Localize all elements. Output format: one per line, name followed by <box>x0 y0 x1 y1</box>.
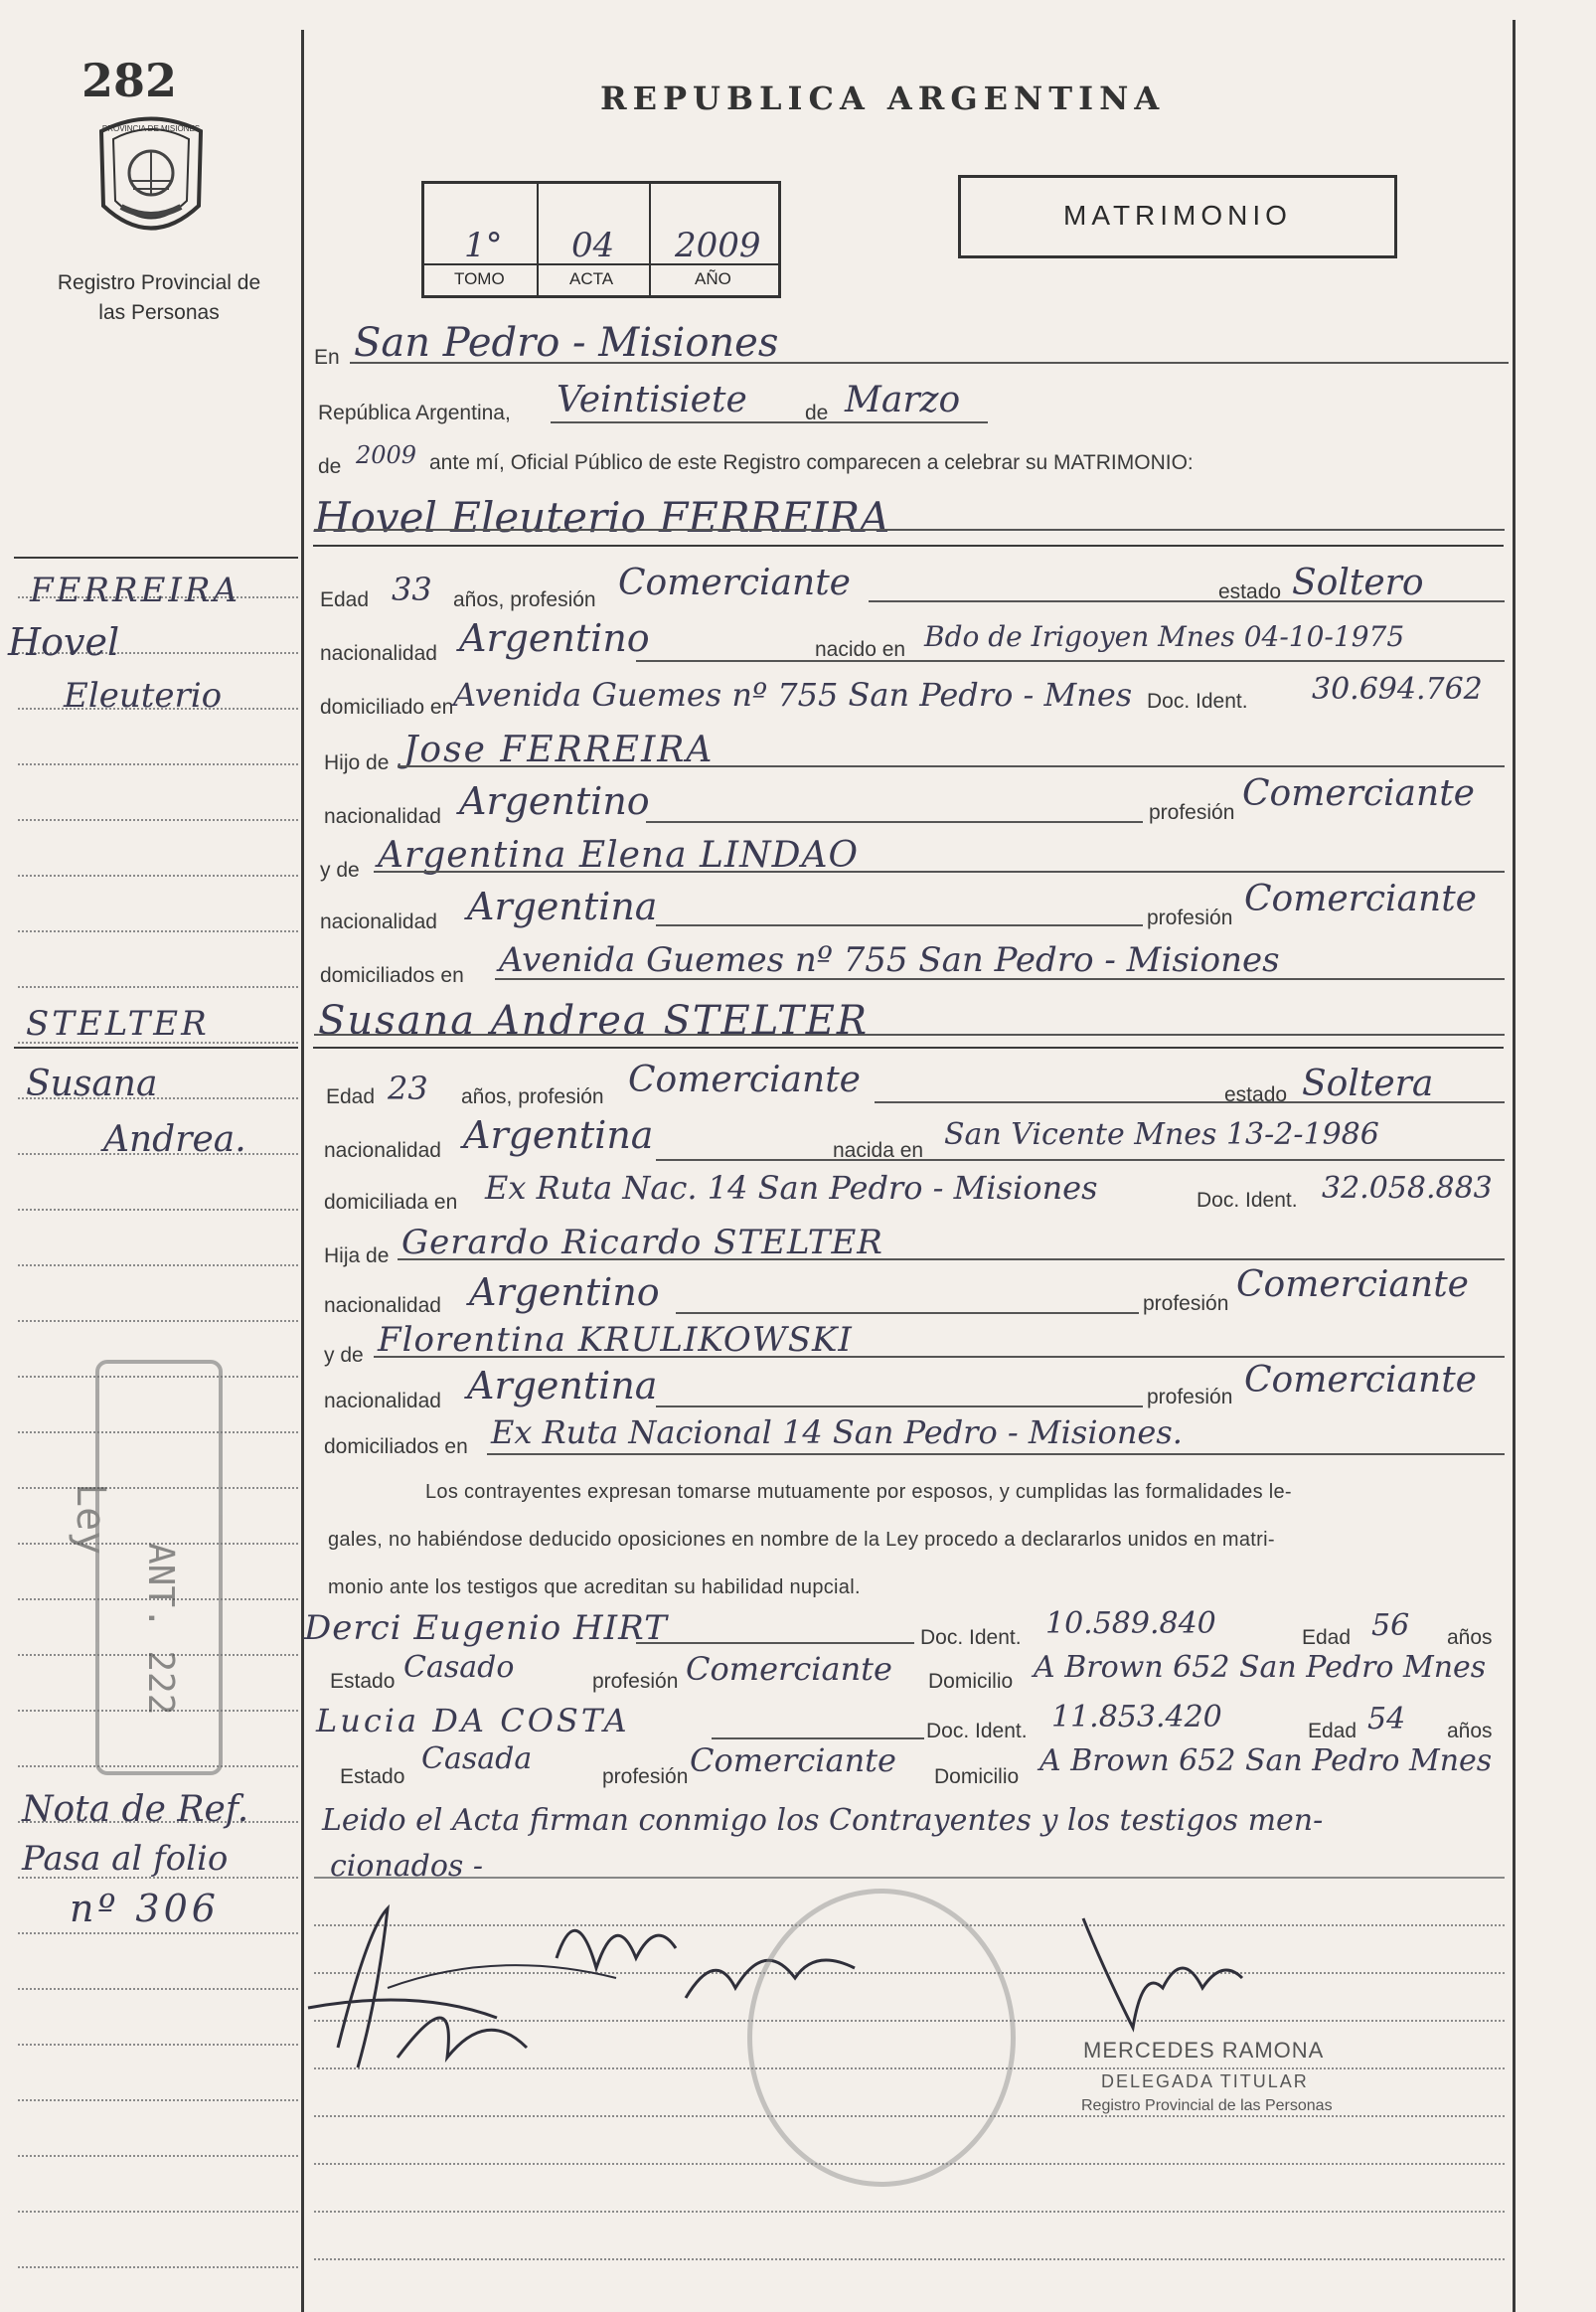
margin-note-line2: Pasa al folio <box>22 1839 229 1879</box>
label-de-year: de <box>318 455 342 478</box>
groom-birth: Bdo de Irigoyen Mnes 04-10-1975 <box>924 620 1405 653</box>
country-title: REPUBLICA ARGENTINA <box>600 80 1166 117</box>
groom-address: Avenida Guemes nº 755 San Pedro - Mnes <box>453 676 1133 714</box>
witness1-prof-label: profesión <box>592 1670 679 1693</box>
margin-rule-line <box>18 930 298 932</box>
groom-profession: Comerciante <box>618 563 851 603</box>
witness2-profession: Comerciante <box>690 1741 896 1779</box>
official-name: MERCEDES RAMONA <box>1083 2038 1325 2063</box>
margin-rule-line <box>18 2211 298 2213</box>
groom-mother-nationality: Argentina <box>467 885 658 928</box>
margin-rule-line <box>18 1988 298 1990</box>
groom-nationality: Argentino <box>459 616 650 660</box>
witness1-anos-label: años <box>1447 1626 1493 1649</box>
margin-rule-line <box>18 819 298 821</box>
groom-margin-surname: FERREIRA <box>30 571 241 610</box>
margin-rule-line <box>18 2044 298 2046</box>
groom-domicilio-label: domiciliado en <box>320 696 454 719</box>
bride-father-prof-label: profesión <box>1143 1292 1229 1315</box>
bride-full-name: Susana Andrea STELTER <box>318 998 870 1044</box>
bride-father-nat-label: nacionalidad <box>324 1294 441 1317</box>
closing-line1: Leido el Acta firman conmigo los Contrayentes y los testigos men- <box>322 1803 1324 1838</box>
groom-parents-dom-label: domiciliados en <box>320 964 464 987</box>
groom-estado-label: estado <box>1218 580 1282 603</box>
witness2-dom-label: Domicilio <box>934 1765 1020 1788</box>
witness1-doc: 10.589.840 <box>1045 1606 1216 1641</box>
bride-yde-label: y de <box>324 1344 364 1367</box>
bride-parents-dom-label: domiciliados en <box>324 1435 468 1458</box>
witness1-name: Derci Eugenio HIRT <box>304 1608 668 1648</box>
bride-mother: Florentina KRULIKOWSKI <box>378 1320 853 1360</box>
margin-rule-line <box>18 2155 298 2157</box>
groom-doc: 30.694.762 <box>1312 672 1483 707</box>
province-seal-icon <box>91 111 211 250</box>
bride-margin-surname: STELTER <box>26 1004 210 1044</box>
margin-rule-line <box>18 875 298 877</box>
witness2-age: 54 <box>1367 1702 1406 1736</box>
witness2-edad-label: Edad <box>1308 1720 1357 1742</box>
bride-father-profession: Comerciante <box>1236 1264 1469 1305</box>
bride-father-nationality: Argentino <box>469 1270 660 1314</box>
bride-mother-nationality: Argentina <box>467 1364 658 1407</box>
bride-doc: 32.058.883 <box>1322 1171 1493 1206</box>
declaration-line2: gales, no habiéndose deducido oposiciones en nombre de la Ley procedo a declararlos unidos en matri- <box>328 1529 1275 1551</box>
acta-label: ACTA <box>569 269 614 288</box>
marriage-day: Veintisiete <box>557 380 747 420</box>
groom-section-rule <box>313 545 1504 547</box>
anio-value: 2009 <box>675 226 761 265</box>
bride-hija-label: Hija de <box>324 1244 390 1267</box>
witness1-age: 56 <box>1371 1608 1410 1643</box>
groom-hijo-label: Hijo de <box>324 751 390 774</box>
bride-mother-prof-label: profesión <box>1147 1386 1233 1408</box>
witness2-prof-label: profesión <box>602 1765 689 1788</box>
place: San Pedro - Misiones <box>354 320 779 366</box>
label-republica: República Argentina, <box>318 402 511 424</box>
witness2-doc: 11.853.420 <box>1051 1700 1222 1734</box>
declaration-line1: Los contrayentes expresan tomarse mutuamente por esposos, y cumplidas las formalidades le- <box>425 1481 1292 1503</box>
groom-nacionalidad-label: nacionalidad <box>320 642 437 665</box>
bride-domicilio-label: domiciliada en <box>324 1191 458 1214</box>
margin-stamp-line1: Ley <box>68 1483 113 1556</box>
margin-stamp-line2: ANT. 222 <box>140 1543 181 1716</box>
margin-rule-line <box>18 1320 298 1322</box>
groom-father: Jose FERREIRA <box>403 730 715 770</box>
bride-nacionalidad-label: nacionalidad <box>324 1139 441 1162</box>
groom-age: 33 <box>392 571 432 608</box>
bride-nacida-label: nacida en <box>833 1139 924 1162</box>
groom-anos-profesion-label: años, profesión <box>453 588 596 611</box>
groom-father-nationality: Argentino <box>459 779 650 823</box>
margin-rule-line <box>18 2266 298 2268</box>
groom-margin-given2: Eleuterio <box>64 676 223 716</box>
margin-ley-stamp <box>68 1360 223 1775</box>
margin-divider-top <box>14 557 298 559</box>
bride-age: 23 <box>388 1070 428 1107</box>
registry-name: Registro Provincial de las Personas <box>57 271 261 324</box>
groom-mother-profession: Comerciante <box>1244 879 1477 919</box>
groom-doc-label: Doc. Ident. <box>1147 690 1248 713</box>
margin-rule-line <box>18 1209 298 1211</box>
groom-father-profession: Comerciante <box>1242 773 1475 814</box>
marriage-month: Marzo <box>845 380 961 420</box>
margin-note-line3: nº 306 <box>70 1887 220 1930</box>
witness1-edad-label: Edad <box>1302 1626 1352 1649</box>
groom-full-name: Hovel Eleuterio FERREIRA <box>314 493 890 542</box>
intro-statement: ante mí, Oficial Público de este Registro comparecen a celebrar su MATRIMONIO: <box>429 451 1194 474</box>
marriage-year: 2009 <box>356 441 417 469</box>
bride-doc-label: Doc. Ident. <box>1197 1189 1298 1212</box>
groom-status: Soltero <box>1292 563 1424 603</box>
bride-profession: Comerciante <box>628 1060 861 1100</box>
bride-mother-nat-label: nacionalidad <box>324 1390 441 1412</box>
bride-status: Soltera <box>1302 1064 1434 1104</box>
bride-section-rule <box>313 1047 1504 1049</box>
groom-mother: Argentina Elena LINDAO <box>378 835 860 876</box>
tomo-value: 1° <box>464 226 503 265</box>
margin-rule-line <box>18 1264 298 1266</box>
witness1-dom-label: Domicilio <box>928 1670 1014 1693</box>
bride-estado-label: estado <box>1224 1083 1288 1106</box>
margin-rule-line <box>18 763 298 765</box>
bride-anos-profesion-label: años, profesión <box>461 1085 604 1108</box>
groom-mother-nat-label: nacionalidad <box>320 910 437 933</box>
groom-mother-prof-label: profesión <box>1147 907 1233 929</box>
bride-mother-profession: Comerciante <box>1244 1360 1477 1401</box>
groom-margin-given1: Hovel <box>8 620 120 664</box>
bride-margin-given2: Andrea. <box>103 1119 246 1160</box>
bride-father: Gerardo Ricardo STELTER <box>401 1223 883 1262</box>
groom-father-prof-label: profesión <box>1149 801 1235 824</box>
document-type: MATRIMONIO <box>1063 200 1292 231</box>
groom-parents-address: Avenida Guemes nº 755 San Pedro - Misiones <box>499 940 1280 980</box>
witness2-doc-label: Doc. Ident. <box>926 1720 1028 1742</box>
folio-number: 282 <box>81 54 178 107</box>
witness1-address: A Brown 652 San Pedro Mnes <box>1034 1650 1487 1685</box>
official-signature <box>1073 1908 1292 2038</box>
witness2-anos-label: años <box>1447 1720 1493 1742</box>
bride-edad-label: Edad <box>326 1085 376 1108</box>
anio-label: AÑO <box>695 269 731 288</box>
witness1-estado-label: Estado <box>330 1670 396 1693</box>
witness2-name: Lucia DA COSTA <box>316 1702 630 1739</box>
document-type-box <box>958 175 1397 258</box>
reference-table <box>421 181 781 298</box>
witness2-estado-label: Estado <box>340 1765 405 1788</box>
groom-edad-label: Edad <box>320 588 370 611</box>
margin-rule-line <box>18 1932 298 1934</box>
margin-note-line1: Nota de Ref. <box>22 1789 249 1830</box>
body-rule-line <box>314 2211 1505 2213</box>
witness2-address: A Brown 652 San Pedro Mnes <box>1039 1743 1493 1778</box>
acta-value: 04 <box>571 226 615 265</box>
closing-line2: cionados - <box>330 1849 483 1884</box>
official-title: DELEGADA TITULAR <box>1101 2071 1309 2091</box>
bride-address: Ex Ruta Nac. 14 San Pedro - Misiones <box>485 1169 1098 1207</box>
groom-yde-label: y de <box>320 859 360 882</box>
witness1-status: Casado <box>403 1650 515 1685</box>
right-page-border <box>1513 20 1516 2312</box>
bride-birth: San Vicente Mnes 13-2-1986 <box>944 1117 1379 1152</box>
bride-margin-given1: Susana <box>26 1064 158 1104</box>
official-seal-icon <box>747 1889 1016 2187</box>
groom-father-nat-label: nacionalidad <box>324 805 441 828</box>
bride-nationality: Argentina <box>463 1113 654 1157</box>
witness2-status: Casada <box>421 1741 533 1776</box>
body-rule-line <box>314 2258 1505 2260</box>
witness1-profession: Comerciante <box>686 1650 892 1688</box>
declaration-line3: monio ante los testigos que acreditan su habilidad nupcial. <box>328 1576 861 1598</box>
label-de: de <box>805 402 829 424</box>
margin-rule-line <box>18 986 298 988</box>
margin-divider-bride <box>14 1047 298 1049</box>
margin-rule-line <box>18 2099 298 2101</box>
bride-parents-address: Ex Ruta Nacional 14 San Pedro - Misiones. <box>491 1413 1183 1451</box>
label-en: En <box>314 346 340 369</box>
seal-text: PROVINCIA DE MISIONES <box>101 124 201 133</box>
tomo-label: TOMO <box>454 269 505 288</box>
official-org: Registro Provincial de las Personas <box>1081 2097 1333 2114</box>
groom-nacido-label: nacido en <box>815 638 906 661</box>
witness1-doc-label: Doc. Ident. <box>920 1626 1022 1649</box>
